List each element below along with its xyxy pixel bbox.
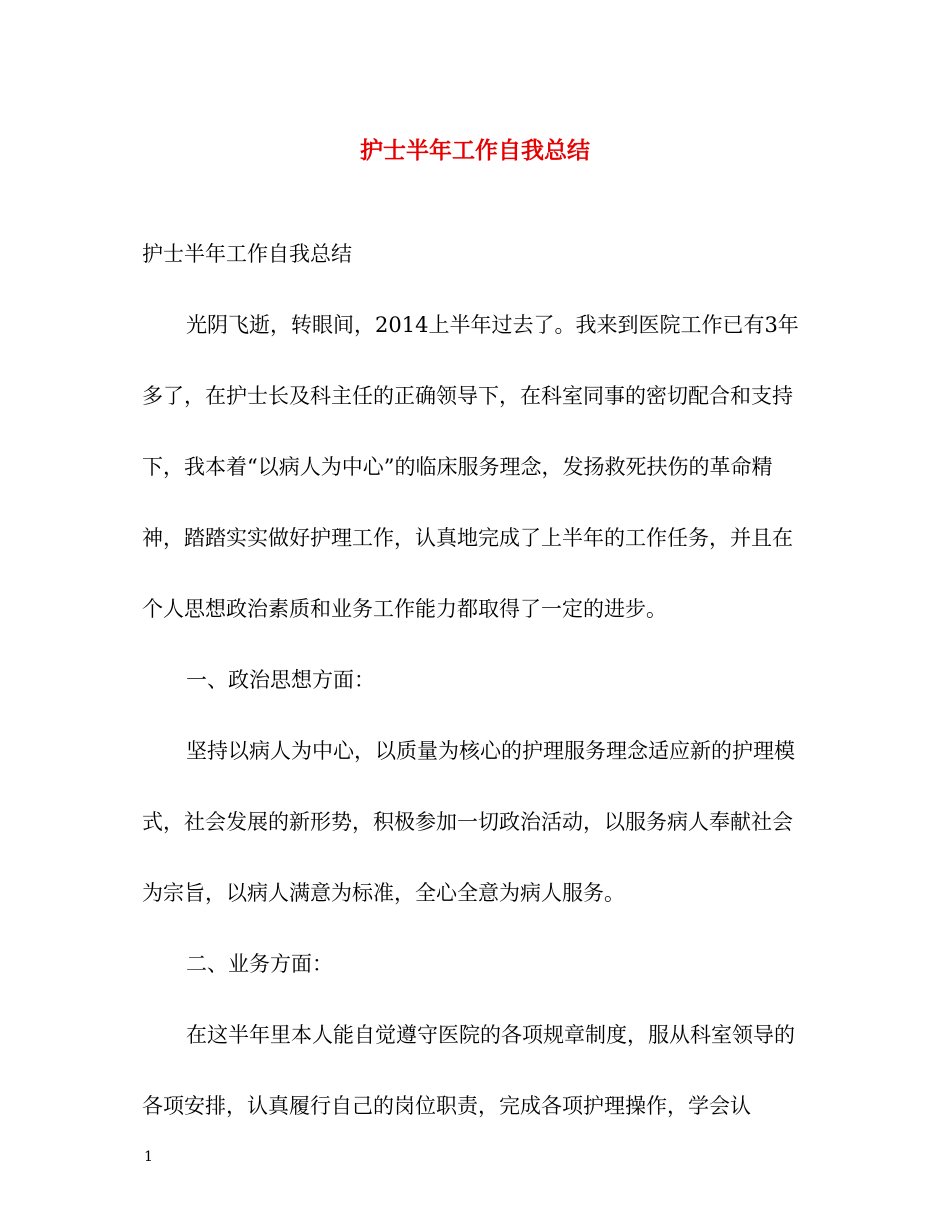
paragraph-political: 坚持以病人为中心，以质量为核心的护理服务理念适应新的护理模式，社会发展的新形势，积极参加一切政治活动，以服务病人奉献社会为宗旨，以病人满意为标准，全心全意为病人服务。: [142, 739, 795, 905]
section-heading-political: 一、政治思想方面：: [186, 668, 375, 692]
section-heading-business: 二、业务方面：: [186, 952, 333, 976]
document-title: 护士半年工作自我总结: [360, 137, 590, 164]
page-number: 1: [144, 1149, 153, 1165]
paragraph-heading: 护士半年工作自我总结: [142, 242, 352, 266]
document-body: [142, 219, 802, 1142]
paragraph-business: 在这半年里本人能自觉遵守医院的各项规章制度，服从科室领导的各项安排，认真履行自己的岗位职责，完成各项护理操作，学会认: [142, 1023, 795, 1118]
paragraph-intro: 光阴飞逝，转眼间，2014上半年过去了。我来到医院工作已有3年多了，在护士长及科主任的正确领导下，在科室同事的密切配合和支持下，我本着“以病人为中心”的临床服务理念，发扬救死扶伤的革命精神，踏踏实实做好护理工作，认真地完成了上半年的工作任务，并且在个人思想政治素质和业务工作能力都取得了一定的进步。: [142, 313, 799, 621]
